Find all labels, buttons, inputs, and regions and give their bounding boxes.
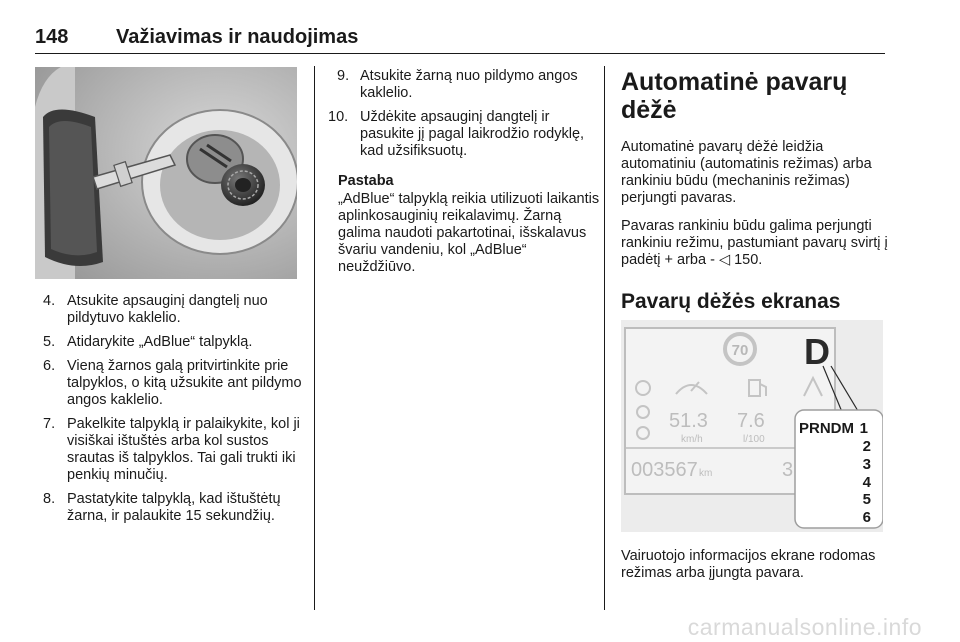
gear-6: 6: [862, 509, 871, 526]
gear-4: 4: [862, 474, 871, 491]
step-item: 6. Vieną žarnos galą pritvirtinkite prie talpyklos, o kitą užsukite ant pildymo angos kaklelio.: [43, 358, 302, 408]
step-item: 5. Atidarykite „AdBlue“ talpyklą.: [43, 334, 253, 350]
display-svg: [621, 320, 883, 532]
section-heading-automatic-gearbox: Automatinė pavarų dėžė: [621, 68, 848, 124]
steps-list-left: [43, 293, 305, 532]
paragraph-intro: Automatinė pavarų dėžė leidžia automatiniu (automatinis režimas) arba rankiniu būdu (mechaninis režimas) perjungti pavaras.: [621, 139, 872, 206]
gear-3: 3: [862, 456, 871, 473]
filler-illustration: [35, 67, 297, 279]
subheading-gearbox-display: Pavarų dėžės ekranas: [621, 290, 841, 313]
step-item: 8. Pastatykite talpyklą, kad ištuštėtų žarna, ir palaukite 15 sekundžių.: [43, 491, 281, 524]
odometer-unit: km: [699, 468, 713, 479]
step-item: 9. Atsukite žarną nuo pildymo angos kaklelio.: [337, 68, 578, 101]
prndm-label: PRNDM: [799, 420, 854, 437]
paragraph-display-caption: Vairuotojo informacijos ekrane rodomas režimas arba įjungta pavara.: [621, 548, 876, 581]
page-number: 148: [35, 26, 69, 48]
steps-list-middle: [328, 68, 598, 167]
gear-1: 1: [859, 420, 868, 437]
step-item: 7. Pakelkite talpyklą ir palaikykite, kol ji visiškai ištuštės arba kol sustos srautas iš talpyklos. Tai gali trukti iki penkių minučių.: [43, 416, 300, 483]
step-item: 4. Atsukite apsauginį dangtelį nuo pildytuvo kaklelio.: [43, 293, 268, 326]
note-title: Pastaba: [338, 173, 394, 189]
column-divider-right: [604, 66, 605, 610]
note-text: „AdBlue“ talpyklą reikia utilizuoti laikantis aplinkosauginių reikalavimų. Žarną galima naudoti pakartotinai, išskalavus švariu vandeniu, kol „AdBlue“ neuždžiūvo.: [338, 191, 600, 275]
speed-limit-value: 70: [731, 342, 749, 359]
page-title: Važiavimas ir naudojimas: [116, 26, 359, 48]
adblue-filler-photo: [35, 67, 297, 279]
trip-value-partial: 3: [782, 459, 794, 481]
gear-5: 5: [862, 491, 871, 508]
step-item: 10. Uždėkite apsauginį dangtelį ir pasukite jį pagal laikrodžio rodyklę, kad užsifiksuotų.: [328, 109, 585, 159]
odometer-value: 003567: [631, 459, 698, 481]
watermark: carmanualsonline.info: [687, 614, 922, 640]
gear-mode-indicator: D: [804, 331, 830, 372]
fuel-consumption-unit: l/100: [743, 434, 765, 445]
gearbox-display-illustration: [621, 320, 883, 532]
paragraph-manual-shift: Pavaras rankiniu būdu galima perjungti rankiniu režimu, pastumiant pavarų svirtį į padėtį + arba - ◁ 150.: [621, 218, 888, 268]
average-speed-value: 51.3: [669, 410, 708, 432]
page-header: [35, 20, 885, 54]
gear-2: 2: [862, 438, 871, 455]
fuel-consumption-value: 7.6: [737, 410, 765, 432]
average-speed-unit: km/h: [681, 434, 703, 445]
column-divider-left: [314, 66, 315, 610]
